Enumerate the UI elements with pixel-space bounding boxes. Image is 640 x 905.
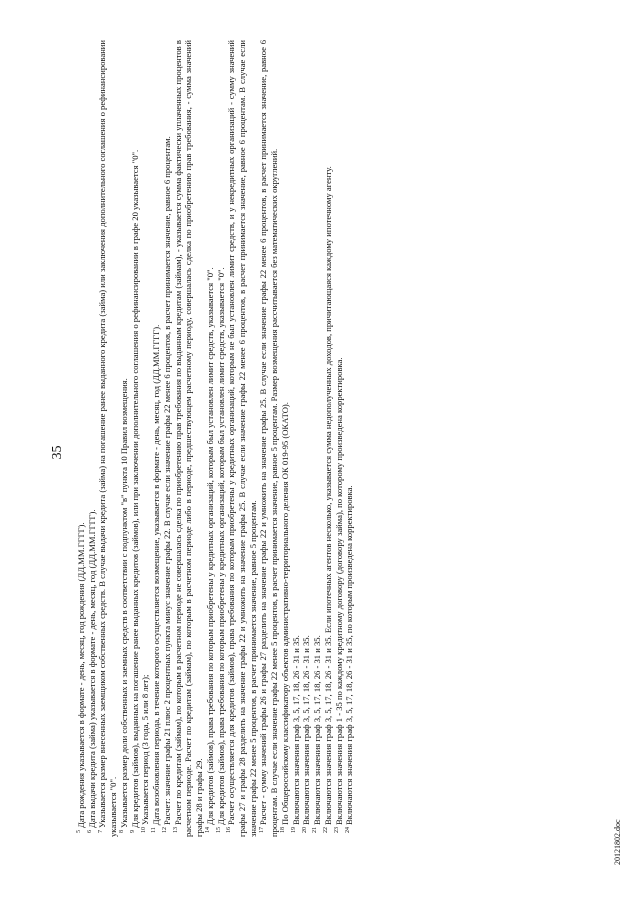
footnote-text: Расчет - сумму значений графы 26 и графы 27 разделить на значение графы 22 и умножить на значение графы 25. В случае если значение графы 22 менее 6 процентов, в расчет принимается значение, равное 6 процентам. В случае если значение графы 22 менее 5 процентов, в расчет принимается значение, равное 5 процентам. Размер возмещения рассчитывается без математических округлений. (258, 40, 280, 837)
footnote (87, 40, 98, 837)
footnote-number: 8 (119, 830, 126, 833)
footnote (216, 40, 227, 837)
footnote-text: Для кредитов (займов), выданных на погашение ранее выданных кредитов (займов), или при заключении дополнительного соглашения о рефинансировании в графе 20 указывается "0". (129, 149, 140, 828)
footnote-text: Расчет по кредитам (займам), по которым в расчетном периоде не совершалась сделка по приобретению прав требования по выданным кредитам (займам), - указывается сумма фактически уплаченных процентов в расчетном периоде. Расчет по кредитам (займам), по которым в расчетном периоде либо в периоде, предшествующем расчетному периоду, совершалась сделка по приобретению прав требования, - сумма значений графы 28 и графы 29. (172, 40, 205, 837)
footnote-number: 14 (204, 827, 211, 833)
footnote-text: Дата возобновления периода, в течение которого осуществляется возмещение, указывается в формате - день, месяц, год (ДД.ММ.ГГГГ). (151, 324, 162, 826)
footnote (226, 40, 258, 837)
footnote-number: 9 (129, 830, 136, 833)
footnote-number: 13 (172, 827, 179, 833)
footnote-text: Расчет осуществляется для кредитов (займов), права требования по которым приобретены у кредитных организаций, которым не был установлен лимит средств, и у некредитных организаций - сумму значений графы 27 и графы 28 разделить на значение графы 22 и умножить на значение графы 25. В случае если значение графы 22 менее 6 процентов, в расчет принимается значение, равное 6 процентам. В случае если значение графы 22 менее 5 процентов, в расчет принимается значение, равное 5 процентам. (226, 40, 258, 837)
footnote-text: Включаются значения граф 3, 5, 17, 18, 26 - 31 и 35, по которым произведена корректировка. (344, 485, 355, 825)
footnote-number: 15 (215, 827, 222, 833)
footnote-text: Включаются значения граф 3, 5, 17, 18, 26 - 31 и 35. (312, 635, 323, 825)
footnote-text: Указывается размер доли собственных и заемных средств в соответствии с подпунктом "в" пункта 10 Правил возмещения. (118, 378, 129, 828)
footnote (312, 40, 323, 837)
footnote-number: 21 (312, 827, 319, 833)
footnote-number: 17 (258, 827, 265, 833)
footnote-number: 6 (86, 830, 93, 833)
footnote-text: Дата выдачи кредита (займа) указывается в формате - день, месяц, год (ДД.ММ.ГГГГ). (86, 509, 97, 828)
footnote (130, 40, 141, 837)
footnote (173, 40, 205, 837)
footnote (323, 40, 334, 837)
footnote-text: Включаются значения граф 3, 5, 17, 18, 26 - 31 и 35. Если ипотечных агентов несколько, указывается сумма недополученных доходов, причитающаяся каждому ипотечному агенту. (322, 166, 333, 825)
footnote-number: 24 (344, 827, 351, 833)
footnote-text: Включаются значения граф 1 - 35 по каждому кредитному договору (договору займа), по которому произведена корректировка. (333, 357, 344, 825)
footnote (162, 40, 173, 837)
footnote (258, 40, 279, 837)
footnote-text: Расчет: значение графы 21 плюс 2 процентных пункта минус значение графы 22. В случае если значение графы 22 менее 6 процентов, в расчет принимается значение, равное 6 процентам. (161, 136, 172, 825)
footnote-number: 19 (290, 827, 297, 833)
footnote-text: Включаются значения граф 3, 5, 17, 18, 26 - 31 и 35. (301, 635, 312, 825)
footnote-number: 20 (301, 827, 308, 833)
footnotes-list (76, 40, 355, 837)
footnote-text: Для кредитов (займов), права требования по которым приобретены у кредитных организаций, которым был установлен лимит средств, указывается "0". (215, 267, 226, 825)
footnote-number: 23 (333, 827, 340, 833)
file-name: 20121802.doc (613, 819, 622, 865)
footnote (76, 40, 87, 837)
footnote-number: 16 (226, 827, 233, 833)
footnote (205, 40, 216, 837)
footnote-number: 7 (97, 830, 104, 833)
footnote-text: Включаются значения граф 3, 5, 17, 18, 26 - 31 и 35. (290, 635, 301, 825)
footnote (119, 40, 130, 837)
footnote-number: 11 (151, 827, 158, 833)
footnote-number: 5 (76, 830, 83, 833)
footnote (140, 40, 151, 837)
page-number: 35 (50, 445, 65, 460)
footnote-number: 10 (140, 827, 147, 833)
footnote-number: 18 (280, 827, 287, 833)
footnote-text: По Общероссийскому классификатору объектов административно-территориального деления ОК 019-95 (ОКАТО). (279, 402, 290, 825)
footnote (291, 40, 302, 837)
footnote-text: Указывается размер внесенных заемщиком собственных средств. В случае выдачи кредита (займа) на погашение ранее выданного кредита (займа) или заключения дополнительного соглашения о рефинансировании указывается "0". (97, 40, 119, 837)
footnote-text: Дата рождения указывается в формате - день, месяц, год рождения (ДД.ММ.ГГГГ). (76, 522, 86, 828)
footnote (151, 40, 162, 837)
footnote-text: Указывается период (3 года, 5 или 8 лет); (140, 674, 151, 825)
footnote (334, 40, 345, 837)
footnote-text: Для кредитов (займов), права требования по которым приобретены у кредитных организаций, которым был установлен лимит средств, указывается "0". (204, 267, 215, 825)
footnote-number: 22 (323, 827, 330, 833)
footnote (301, 40, 312, 837)
footnote (344, 40, 355, 837)
footnote-number: 12 (162, 827, 169, 833)
footnote (97, 40, 118, 837)
footnote (280, 40, 291, 837)
